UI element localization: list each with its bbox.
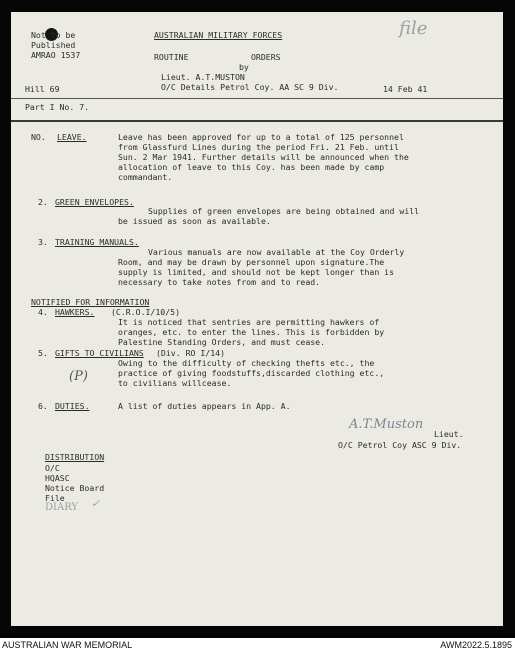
- distribution-entry: File: [45, 493, 65, 503]
- publish-notice-line: Not to be: [31, 30, 76, 40]
- publish-notice: [31, 30, 80, 60]
- distribution-entry: O/C: [45, 463, 60, 473]
- item-number: 5.: [38, 348, 48, 358]
- item-number: 6.: [38, 401, 48, 411]
- item-heading-leave: LEAVE.: [57, 132, 87, 142]
- body-line: Supplies of green envelopes are being obtained and will: [148, 206, 420, 216]
- item-number: 3.: [38, 237, 48, 247]
- org-title: AUSTRALIAN MILITARY FORCES: [154, 30, 283, 40]
- file-annotation: file: [399, 18, 428, 39]
- footer-institution: AUSTRALIAN WAR MEMORIAL: [2, 640, 133, 650]
- diary-annotation: DIARY: [45, 502, 79, 513]
- issuing-unit: O/C Details Petrol Coy. AA SC 9 Div.: [161, 82, 339, 92]
- body-line: Palestine Standing Orders, and must cease.: [118, 337, 326, 347]
- title-routine: ROUTINE: [154, 52, 189, 62]
- item-body-manuals: [148, 247, 494, 257]
- body-line: Room, and may be drawn by personnel upon signature.The: [118, 257, 385, 267]
- item-body-manuals-cont: [118, 257, 494, 287]
- notified-heading: NOTIFIED FOR INFORMATION: [31, 297, 150, 307]
- body-line: supply is limited, and should not be kept longer than is: [118, 267, 395, 277]
- gifts-reference: (Div. RO I/14): [156, 348, 226, 358]
- item-heading-hawkers: HAWKERS.: [55, 307, 95, 317]
- footer-accession-number: AWM2022.5.1895: [440, 640, 512, 650]
- item-heading-duties: DUTIES.: [55, 401, 90, 411]
- item-heading-envelopes: GREEN ENVELOPES.: [55, 197, 134, 207]
- body-line: Leave has been approved for up to a total of 125 personnel: [118, 132, 404, 142]
- tick-mark-icon: ✓: [91, 497, 101, 510]
- body-line: allocation of leave to this Coy. has been made by camp: [118, 162, 385, 172]
- item-body-gifts: [118, 358, 494, 388]
- place: Hill 69: [25, 84, 60, 94]
- body-line: Sun. 2 Mar 1941. Further details will be announced when the: [118, 152, 409, 162]
- distribution-heading: DISTRIBUTION: [45, 452, 105, 462]
- title-by: by: [239, 62, 249, 72]
- body-line: from Glassfurd Lines during the period Fri. 21 Feb. until: [118, 142, 399, 152]
- item-number: NO.: [31, 132, 46, 142]
- item-body-envelopes: [148, 206, 494, 216]
- title-orders: ORDERS: [251, 52, 281, 62]
- body-line: commandant.: [118, 172, 173, 182]
- divider: [11, 98, 503, 99]
- body-line: oranges, etc. to enter the lines. This is forbidden by: [118, 327, 385, 337]
- item-heading-gifts: GIFTS TO CIVILIANS: [55, 348, 144, 358]
- body-line: practice of giving foodstuffs,discarded clothing etc.,: [118, 368, 385, 378]
- publish-notice-line: AMRAO 1537: [31, 50, 81, 60]
- pencil-margin-note: (P): [69, 369, 88, 384]
- archive-footer: [0, 638, 515, 653]
- order-date: 14 Feb 41: [383, 84, 428, 94]
- distribution-entry: Notice Board: [45, 483, 105, 493]
- body-line: Owing to the difficulty of checking thefts etc., the: [118, 358, 375, 368]
- divider: [11, 120, 503, 122]
- body-line: Various manuals are now available at the Coy Orderly: [148, 247, 405, 257]
- item-body-envelopes-cont: [118, 216, 494, 226]
- signature-rank: Lieut.: [434, 429, 464, 439]
- distribution-entry: HQASC: [45, 473, 70, 483]
- part-number: Part I No. 7.: [25, 102, 90, 112]
- hawkers-reference: (C.R.O.I/10/5): [111, 307, 181, 317]
- item-heading-manuals: TRAINING MANUALS.: [55, 237, 139, 247]
- item-body-leave: [118, 132, 494, 182]
- item-body-hawkers: [118, 317, 494, 347]
- publish-notice-line: Published: [31, 40, 76, 50]
- item-number: 4.: [38, 307, 48, 317]
- body-line: It is noticed that sentries are permitting hawkers of: [118, 317, 380, 327]
- issuing-officer: Lieut. A.T.MUSTON: [161, 72, 245, 82]
- document-page: [11, 12, 503, 626]
- signature-unit: O/C Petrol Coy ASC 9 Div.: [338, 440, 462, 450]
- item-body-duties: A list of duties appears in App. A.: [118, 401, 291, 411]
- signature: A.T.Muston: [349, 417, 424, 432]
- body-line: to civilians willcease.: [118, 378, 232, 388]
- body-line: necessary to take notes from and to read.: [118, 277, 321, 287]
- item-number: 2.: [38, 197, 48, 207]
- body-line: be issued as soon as available.: [118, 216, 271, 226]
